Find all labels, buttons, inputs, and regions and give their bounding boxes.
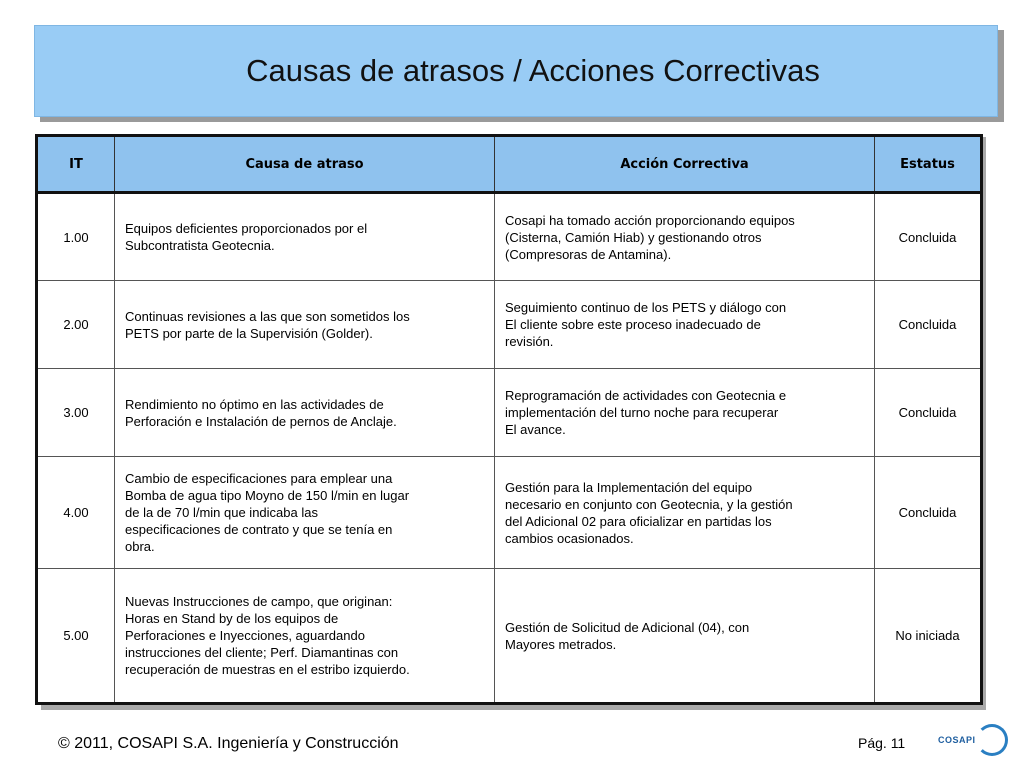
cell-it: 2.00: [37, 281, 115, 369]
header-accion: Acción Correctiva: [495, 136, 875, 193]
cell-causa: [115, 193, 495, 281]
accion-line: (Cisterna, Camión Hiab) y gestionando otros: [505, 229, 762, 245]
cell-accion: [495, 193, 875, 281]
table-row: [37, 281, 982, 369]
causa-line: de la de 70 l/min que indicaba las: [125, 505, 318, 520]
cell-accion: [495, 457, 875, 569]
accion-line: El avance.: [505, 422, 566, 437]
causa-line: Horas en Stand by de los equipos de: [125, 611, 339, 626]
accion-line: necesario en conjunto con Geotecnia, y la gestión: [505, 496, 793, 512]
header-estatus: Estatus: [875, 136, 982, 193]
cell-causa: [115, 569, 495, 704]
header-causa: Causa de atraso: [115, 136, 495, 193]
accion-line: Gestión de Solicitud de Adicional (04), con: [505, 619, 750, 635]
cell-estatus: Concluida: [875, 193, 982, 281]
logo-ring-icon: [976, 724, 1008, 756]
cell-it: 4.00: [37, 457, 115, 569]
accion-line: Gestión para la Implementación del equipo: [505, 479, 753, 495]
causa-line: Perforaciones e Inyecciones, aguardando: [125, 628, 365, 643]
cell-estatus: Concluida: [875, 369, 982, 457]
causa-line: Perforación e Instalación de pernos de Anclaje.: [125, 413, 397, 429]
causa-line: Bomba de agua tipo Moyno de 150 l/min en lugar: [125, 488, 410, 503]
causa-line: Nuevas Instrucciones de campo, que originan:: [125, 594, 393, 609]
logo-text: COSAPI: [938, 735, 976, 745]
accion-line: (Compresoras de Antamina).: [505, 246, 672, 262]
cell-it: 1.00: [37, 193, 115, 281]
footer-copyright: © 2011, COSAPI S.A. Ingeniería y Construcción: [58, 735, 399, 752]
cell-estatus: Concluida: [875, 281, 982, 369]
causa-line: Continuas revisiones a las que son sometidos los: [125, 308, 410, 324]
causa-line: especificaciones de contrato y que se tenía en: [125, 522, 393, 537]
table-row: [37, 193, 982, 281]
accion-line: Mayores metrados.: [505, 636, 617, 652]
causa-line: PETS por parte de la Supervisión (Golder).: [125, 325, 373, 341]
header-it: IT: [37, 136, 115, 193]
cell-accion: [495, 569, 875, 704]
table-row: [37, 569, 982, 704]
cell-causa: [115, 281, 495, 369]
cell-estatus: Concluida: [875, 457, 982, 569]
causa-line: recuperación de muestras en el estribo izquierdo.: [125, 662, 410, 677]
causa-line: Rendimiento no óptimo en las actividades de: [125, 396, 384, 412]
table-row: [37, 369, 982, 457]
cell-it: 5.00: [37, 569, 115, 704]
table-row: [37, 457, 982, 569]
actions-table: [35, 134, 983, 705]
accion-line: cambios ocasionados.: [505, 530, 634, 546]
page-number: Pág. 11: [858, 735, 906, 751]
cell-it: 3.00: [37, 369, 115, 457]
accion-line: Reprogramación de actividades con Geotecnia e: [505, 388, 787, 403]
causa-line: Equipos deficientes proporcionados por el: [125, 221, 368, 236]
cosapi-logo: [930, 722, 1010, 758]
causa-line: obra.: [125, 539, 155, 554]
title-banner: [34, 25, 998, 117]
causa-line: Cambio de especificaciones para emplear una: [125, 471, 393, 486]
cell-accion: [495, 369, 875, 457]
cell-estatus: No iniciada: [875, 569, 982, 704]
cell-causa: [115, 457, 495, 569]
cell-causa: [115, 369, 495, 457]
accion-line: revisión.: [505, 334, 554, 349]
accion-line: El cliente sobre este proceso inadecuado de: [505, 317, 761, 332]
accion-line: implementación del turno noche para recuperar: [505, 405, 779, 420]
slide-title: Causas de atrasos / Acciones Correctivas: [246, 53, 820, 88]
cell-accion: [495, 281, 875, 369]
accion-line: del Adicional 02 para oficializar en partidas los: [505, 513, 772, 529]
causa-line: Subcontratista Geotecnia.: [125, 238, 275, 253]
accion-line: Cosapi ha tomado acción proporcionando equipos: [505, 212, 795, 228]
causa-line: instrucciones del cliente; Perf. Diamantinas con: [125, 645, 399, 660]
table-header-row: [37, 136, 982, 193]
accion-line: Seguimiento continuo de los PETS y diálogo con: [505, 300, 787, 315]
